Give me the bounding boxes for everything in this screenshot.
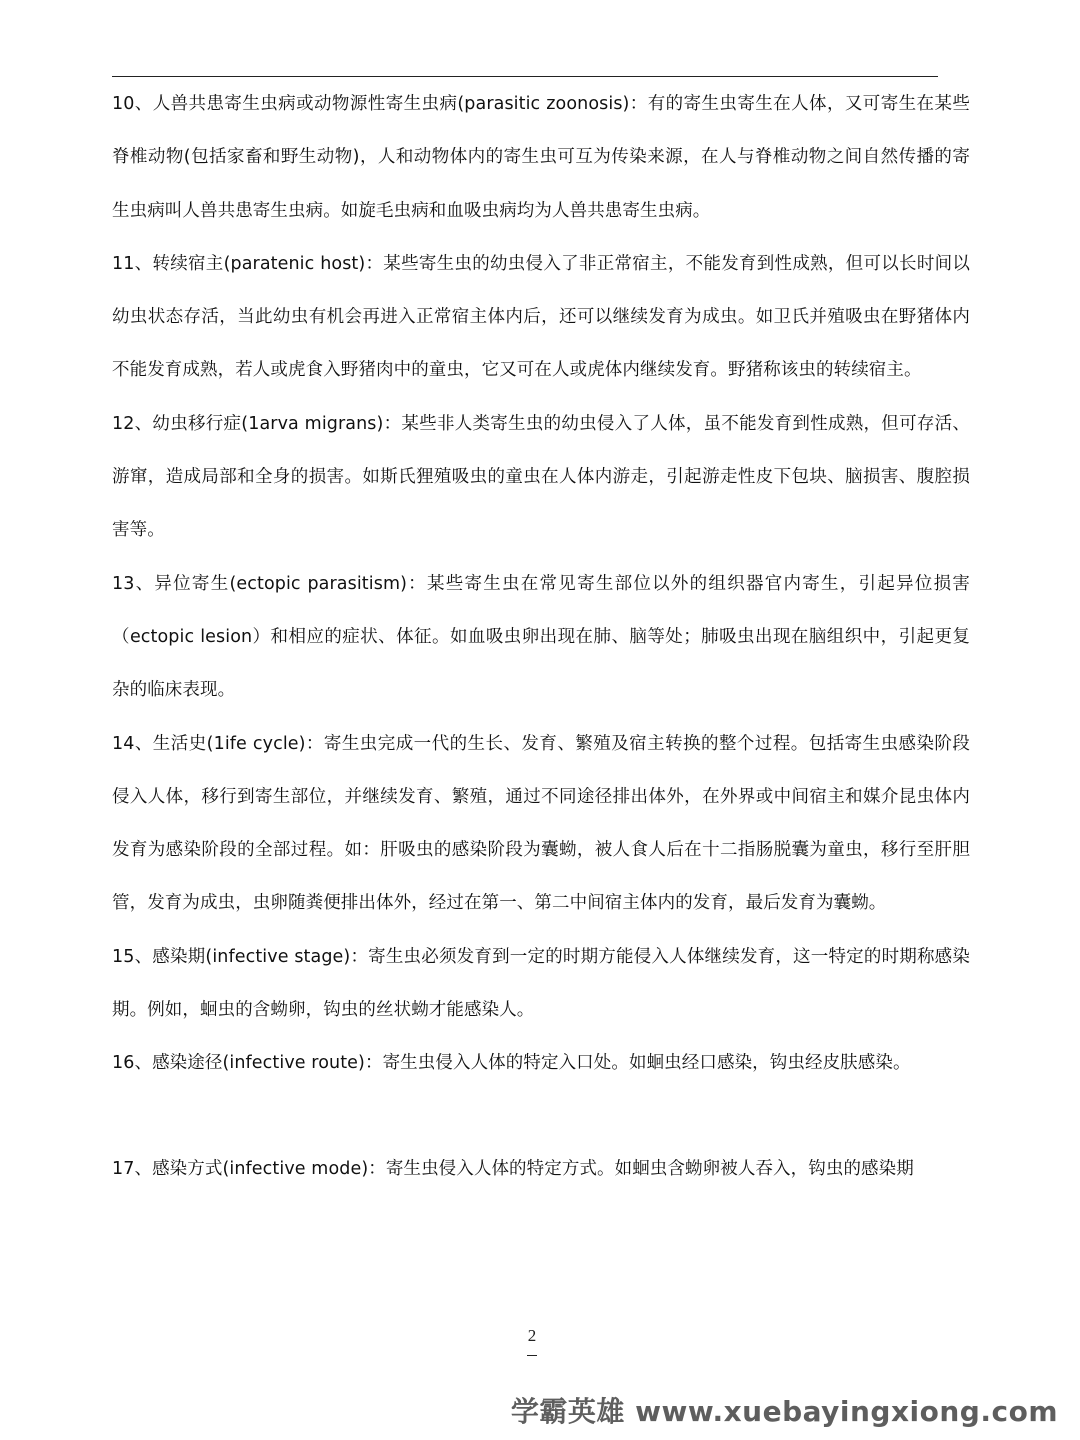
paragraph-13: 13、异位寄生(ectopic parasitism)：某些寄生虫在常见寄生部位以外的组织器官内寄生，引起异位损害（ectopic lesion）和相应的症状、体征。如血吸虫卵出现在肺、脑等处；肺吸虫出现在脑组织中，引起更复杂的临床表现。 — [112, 573, 970, 701]
paragraph-15: 15、感染期(infective stage)：寄生虫必须发育到一定的时期方能侵入人体继续发育，这一特定的时期称感染期。例如，蛔虫的含蚴卵，钩虫的丝状蚴才能感染人。 — [112, 946, 970, 1021]
page-number-underline — [527, 1355, 537, 1356]
watermark: 学霸英雄 www.xuebayingxiong.com — [510, 1395, 1058, 1428]
paragraph-16: 16、感染途径(infective route)：寄生虫侵入人体的特定入口处。如蛔虫经口感染，钩虫经皮肤感染。 — [112, 1053, 911, 1074]
paragraph-12: 12、幼虫移行症(1arva migrans)：某些非人类寄生虫的幼虫侵入了人体，虽不能发育到性成熟，但可存活、游窜，造成局部和全身的损害。如斯氏狸殖吸虫的童虫在人体内游走，引起游走性皮下包块、脑损害、腹腔损害等。 — [112, 413, 970, 541]
paragraph-10: 10、人兽共患寄生虫病或动物源性寄生虫病(parasitic zoonosis)：有的寄生虫寄生在人体，又可寄生在某些脊椎动物(包括家畜和野生动物)，人和动物体内的寄生虫可互为传染来源，在人与脊椎动物之间自然传播的寄生虫病叫人兽共患寄生虫病。如旋毛虫病和血吸虫病均为人兽共患寄生虫病。 — [112, 94, 970, 221]
paragraph-14: 14、生活史(1ife cycle)：寄生虫完成一代的生长、发育、繁殖及宿主转换的整个过程。包括寄生虫感染阶段侵入人体，移行到寄生部位，并继续发育、繁殖，通过不同途径排出体外，在外界或中间宿主和媒介昆虫体内发育为感染阶段的全部过程。如：肝吸虫的感染阶段为囊蚴，被人食人后在十二指肠脱囊为童虫，移行至肝胆管，发育为成虫，虫卵随粪便排出体外，经过在第一、第二中间宿主体内的发育，最后发育为囊蚴。 — [112, 733, 970, 914]
paragraph-11: 11、转续宿主(paratenic host)：某些寄生虫的幼虫侵入了非正常宿主，不能发育到性成熟，但可以长时间以幼虫状态存活，当此幼虫有机会再进入正常宿主体内后，还可以继续发育为成虫。如卫氏并殖吸虫在野猪体内不能发育成熟，若人或虎食入野猪肉中的童虫，它又可在人或虎体内继续发育。野猪称该虫的转续宿主。 — [112, 253, 970, 381]
page-number: 2 — [527, 1326, 537, 1345]
document-body — [112, 78, 970, 1196]
header-rule — [112, 76, 938, 77]
paragraph-17: 17、感染方式(infective mode)：寄生虫侵入人体的特定方式。如蛔虫含蚴卵被人吞入，钩虫的感染期 — [112, 1158, 914, 1179]
